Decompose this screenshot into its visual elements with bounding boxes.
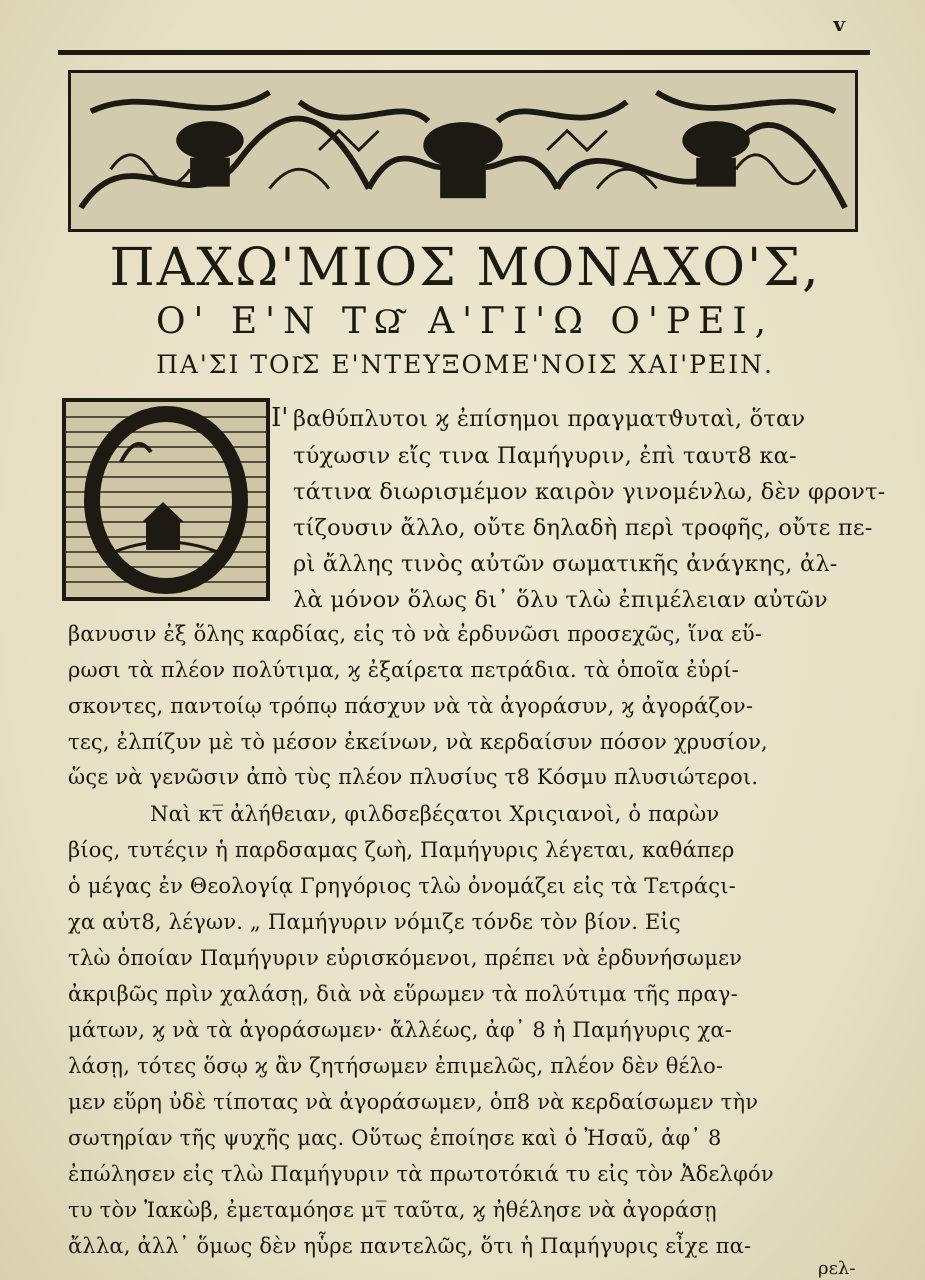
text-line: ἐπώλησεν εἰς τλὼ Παμήγυριν τὰ πρωτοτόκιά τυ εἰς τὸν Ἀδελφόν (68, 1162, 774, 1186)
text-line: βανυσιν ἐξ ὅλης καρδίας, εἰς τὸ νὰ ἐρδυνῶσι προσεχῶς, ἵνα εὕ- (68, 622, 763, 646)
text-line: ἀκριβῶς πρὶν χαλάσῃ, διὰ νὰ εὕρωμεν τὰ πολύτιμα τῆς πραγ- (68, 982, 738, 1006)
page-title: ΠΑΧΩ'ΜΙΟΣ ΜΟΝΑΧΟ'Σ, (109, 238, 821, 298)
text-line: τυ τὸν Ἰακὼβ, ἐμεταμόησε μτ̅ ταῦτα, ϗ ἠθέλησε νὰ ἀγοράσῃ (68, 1198, 717, 1222)
page-number: v (833, 12, 845, 36)
text-line: βίος, τυτέςιν ἡ παρδσαμας ζωὴ, Παμήγυρις λέγεται, καθάπερ (68, 838, 735, 862)
text-line: ρωσι τὰ πλέον πολύτιμα, ϗ ἐξαίρετα πετράδια. τὰ ὁποῖα ἐὑρί- (68, 658, 739, 682)
decorated-initial (62, 398, 270, 601)
text-line: ἄλλα, ἀλλ᾽ ὅμως δὲν ηὗρε παντελῶς, ὅτι ἡ Παμήγυρις εἶχε πα- (68, 1234, 752, 1258)
text-line: τες, ἐλπίζυν μὲ τὸ μέσον ἐκείνων, νὰ κερδαίσυν πόσον χρυσίον, (68, 730, 768, 754)
greeting-line: ΠΑ'ΣΙ ΤΟΙ͂Σ Ε'ΝΤΕΥΞΟΜΕ'ΝΟΙΣ ΧΑΙ'ΡΕΙΝ. (156, 350, 774, 379)
initial-tail: Ι' (271, 403, 289, 433)
text-line: μεν εὕρη ὐδὲ τίποτας νὰ ἀγοράσωμεν, ὁπ8 νὰ κερδαίσωμεν τὴν (68, 1090, 759, 1114)
initial-engraving (66, 402, 266, 597)
text-line: ὁ μέγας ἐν Θεολογίᾳ Γρηγόριος τλὼ ὀνομάζει εἰς τὰ Τετράςι- (68, 874, 736, 898)
text-line: βαθύπλυτοι ϗ ἐπίσημοι πραγματϑυταὶ, ὅταν (293, 406, 806, 432)
text-line: χα αὐτ8, λέγων. „ Παμήγυριν νόμιζε τόνδε τὸν βίον. Εἰς (68, 910, 681, 934)
text-line: λάσῃ, τότες ὅσῳ ϗ ἂν ζητήσωμεν ἐπιμελῶς, πλέον δὲν θέλο- (68, 1054, 724, 1078)
text-line: σκοντες, παντοίῳ τρόπῳ πάσχυν νὰ τὰ ἀγοράσυν, ϗ ἀγοράζον- (68, 694, 754, 718)
text-line: τύχωσιν εἴς τινα Παμήγυριν, ἐπὶ ταυτ8 κα- (293, 443, 797, 469)
text-line: τάτινα διωρισμέμον καιρὸν γινομένλω, δὲν φροντ- (293, 479, 886, 505)
text-line: μάτων, ϗ νὰ τὰ ἀγοράσωμεν· ἄλλέως, ἀφ᾽ 8 ἡ Παμήγυρις χα- (68, 1018, 733, 1042)
headpiece-ornament (68, 70, 858, 232)
catchword: ρελ- (818, 1258, 856, 1279)
page-subtitle: Ο' Ε'Ν ΤΩ͂ Α'ΓΙ'Ω Ο'ΡΕΙ, (155, 301, 775, 342)
text-line: λὰ μόνον ὅλως δι᾽ ὅλυ τλὼ ἐπιμέλειαν αὐτῶν (293, 587, 828, 613)
text-line: τλὼ ὁποίαν Παμήγυριν εὑρισκόμενοι, πρέπει νὰ ἐρδυνήσωμεν (68, 946, 743, 970)
text-line: τίζουσιν ἄλλο, οὔτε δηλαδὴ περὶ τροφῆς, οὔτε πε- (293, 515, 873, 541)
text-line: σωτηρίαν τῆς ψυχῆς μας. Οὕτως ἐποίησε καὶ ὁ Ἠσαῦ, ἀφ᾽ 8 (68, 1126, 722, 1150)
text-line: Ναὶ κτ̅ ἀλήθειαν, φιλδσεβέςατοι Χριςιανοὶ, ὁ παρὼν (150, 802, 720, 826)
header-rule (58, 50, 870, 55)
ornament-engraving (71, 73, 855, 229)
text-line: ὥςε νὰ γενῶσιν ἀπὸ τὺς πλέον πλυσίυς τ8 Κόσμυ πλυσιώτεροι. (68, 765, 759, 789)
text-line: ρὶ ἄλλης τινὸς αὐτῶν σωματικῆς ἀνάγκης, ἀλ- (293, 551, 838, 577)
